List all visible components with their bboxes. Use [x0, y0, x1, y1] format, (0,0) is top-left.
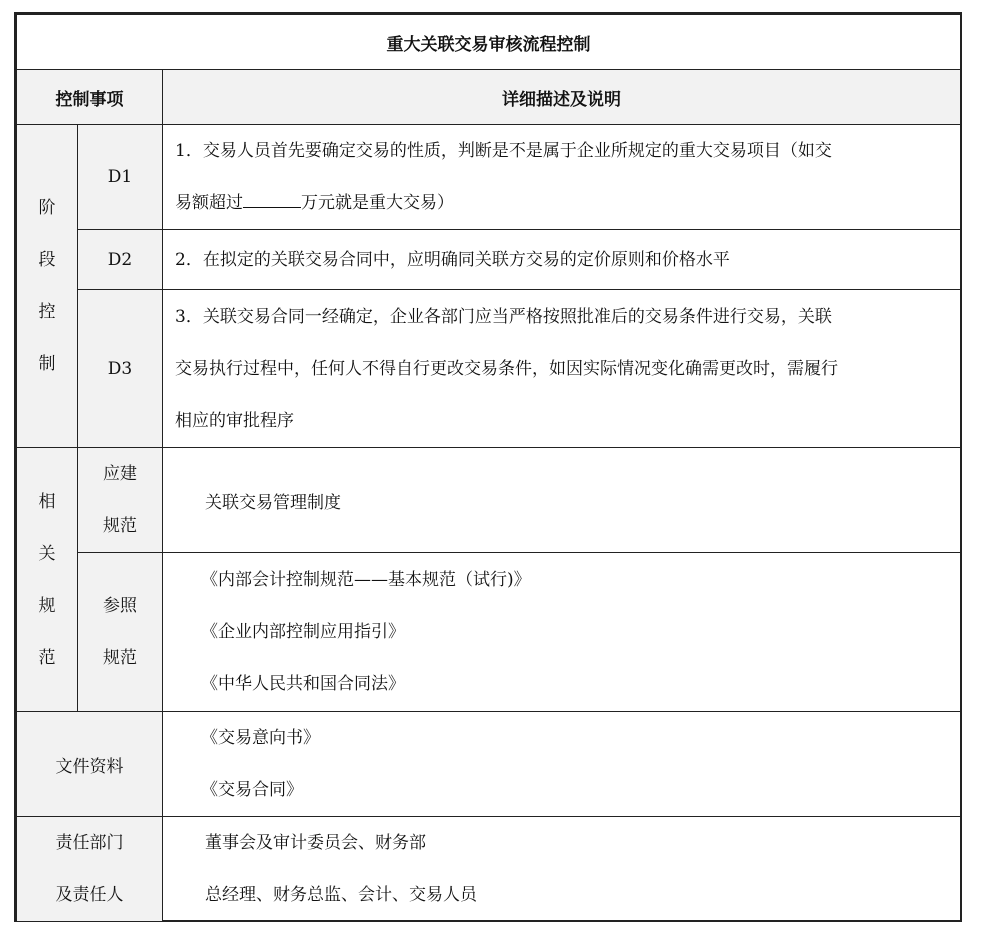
should-build-label: 应建 规范: [78, 448, 163, 553]
stage-control-label: 阶 段 控 制: [17, 125, 78, 448]
documents-items: 《交易意向书》 《交易合同》: [163, 712, 961, 817]
table-title: 重大关联交易审核流程控制: [17, 15, 961, 70]
stage-desc-d2: 2．在拟定的关联交易合同中，应明确同关联方交易的定价原则和价格水平: [163, 230, 961, 290]
responsibility-items: 董事会及审计委员会、财务部 总经理、财务总监、会计、交易人员: [163, 817, 961, 922]
documents-label: 文件资料: [17, 712, 163, 817]
stage-desc-d1: 1．交易人员首先要确定交易的性质，判断是不是属于企业所规定的重大交易项目（如交 易额超过 万元就是重大交易）: [163, 125, 961, 230]
amount-blank: [243, 193, 301, 208]
reference-label: 参照 规范: [78, 553, 163, 712]
reference-items: 《内部会计控制规范——基本规范（试行)》 《企业内部控制应用指引》 《中华人民共和国合同法》: [163, 553, 961, 712]
header-control-items: 控制事项: [17, 70, 163, 125]
header-description: 详细描述及说明: [163, 70, 961, 125]
stage-desc-d3: 3．关联交易合同一经确定，企业各部门应当严格按照批准后的交易条件进行交易，关联 交易执行过程中，任何人不得自行更改交易条件，如因实际情况变化确需更改时，需履行 相应的审批程序: [163, 290, 961, 448]
related-norms-label: 相 关 规 范: [17, 448, 78, 712]
responsibility-label: 责任部门 及责任人: [17, 817, 163, 922]
control-table: [16, 14, 961, 922]
stage-code-d1: D1: [78, 125, 163, 230]
stage-code-d3: D3: [78, 290, 163, 448]
should-build-items: 关联交易管理制度: [163, 448, 961, 553]
stage-code-d2: D2: [78, 230, 163, 290]
